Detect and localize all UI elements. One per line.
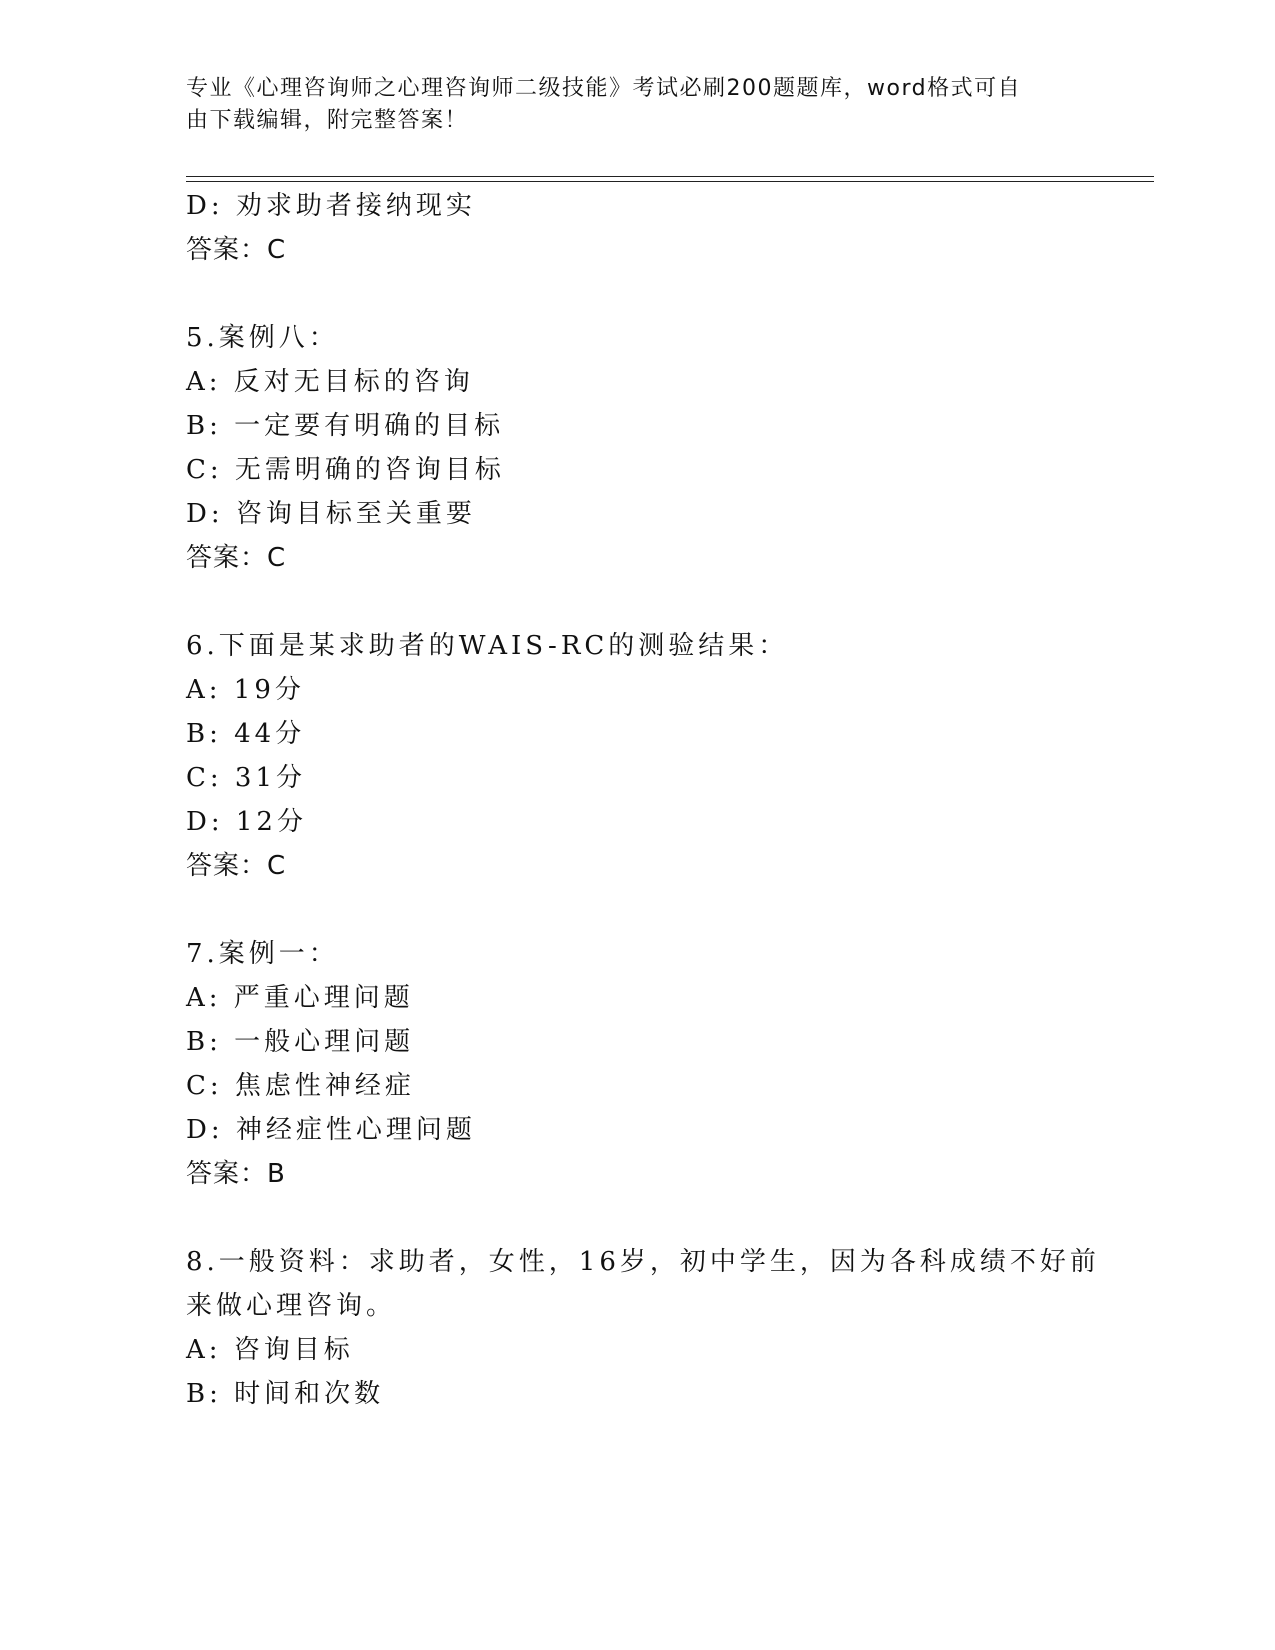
question-6-stem: 6.下面是某求助者的WAIS-RC的测验结果： [186,631,789,661]
header-rule-bottom [186,181,1154,182]
question-7-option-c: C: 焦虑性神经症 [186,1071,415,1101]
question-8-stem-line-1: 8.一般资料：求助者，女性，16岁，初中学生，因为各科成绩不好前 [186,1247,1100,1277]
question-7-option-b: B: 一般心理问题 [186,1027,415,1057]
question-5-option-a: A: 反对无目标的咨询 [186,367,474,397]
question-7-answer: 答案：B [186,1159,286,1189]
question-8-option-b: B: 时间和次数 [186,1379,385,1409]
question-6-option-c: C: 31分 [186,763,307,793]
question-7-stem: 7.案例一： [186,939,339,969]
question-5-answer: 答案：C [186,543,287,573]
question-8-option-a: A: 咨询目标 [186,1335,354,1365]
question-6-option-a: A: 19分 [186,675,305,705]
header-rule-top [186,176,1154,177]
question-7-option-a: A: 严重心理问题 [186,983,414,1013]
question-5-option-c: C: 无需明确的咨询目标 [186,455,505,485]
question-5-option-b: B: 一定要有明确的目标 [186,411,505,441]
header-line-1: 专业《心理咨询师之心理咨询师二级技能》考试必刷200题题库，word格式可自 [186,76,1022,101]
question-7-option-d: D: 神经症性心理问题 [186,1115,476,1145]
header-line-2: 由下载编辑，附完整答案！ [186,108,469,133]
prev-answer: 答案：C [186,235,287,265]
question-6-option-b: B: 44分 [186,719,306,749]
question-6-answer: 答案：C [186,851,287,881]
question-5-stem: 5.案例八： [186,323,339,353]
question-8-stem-line-2: 来做心理咨询。 [186,1291,397,1321]
question-6-option-d: D: 12分 [186,807,307,837]
question-5-option-d: D: 咨询目标至关重要 [186,499,476,529]
document-header [186,73,1066,137]
prev-option-d: D: 劝求助者接纳现实 [186,191,476,221]
